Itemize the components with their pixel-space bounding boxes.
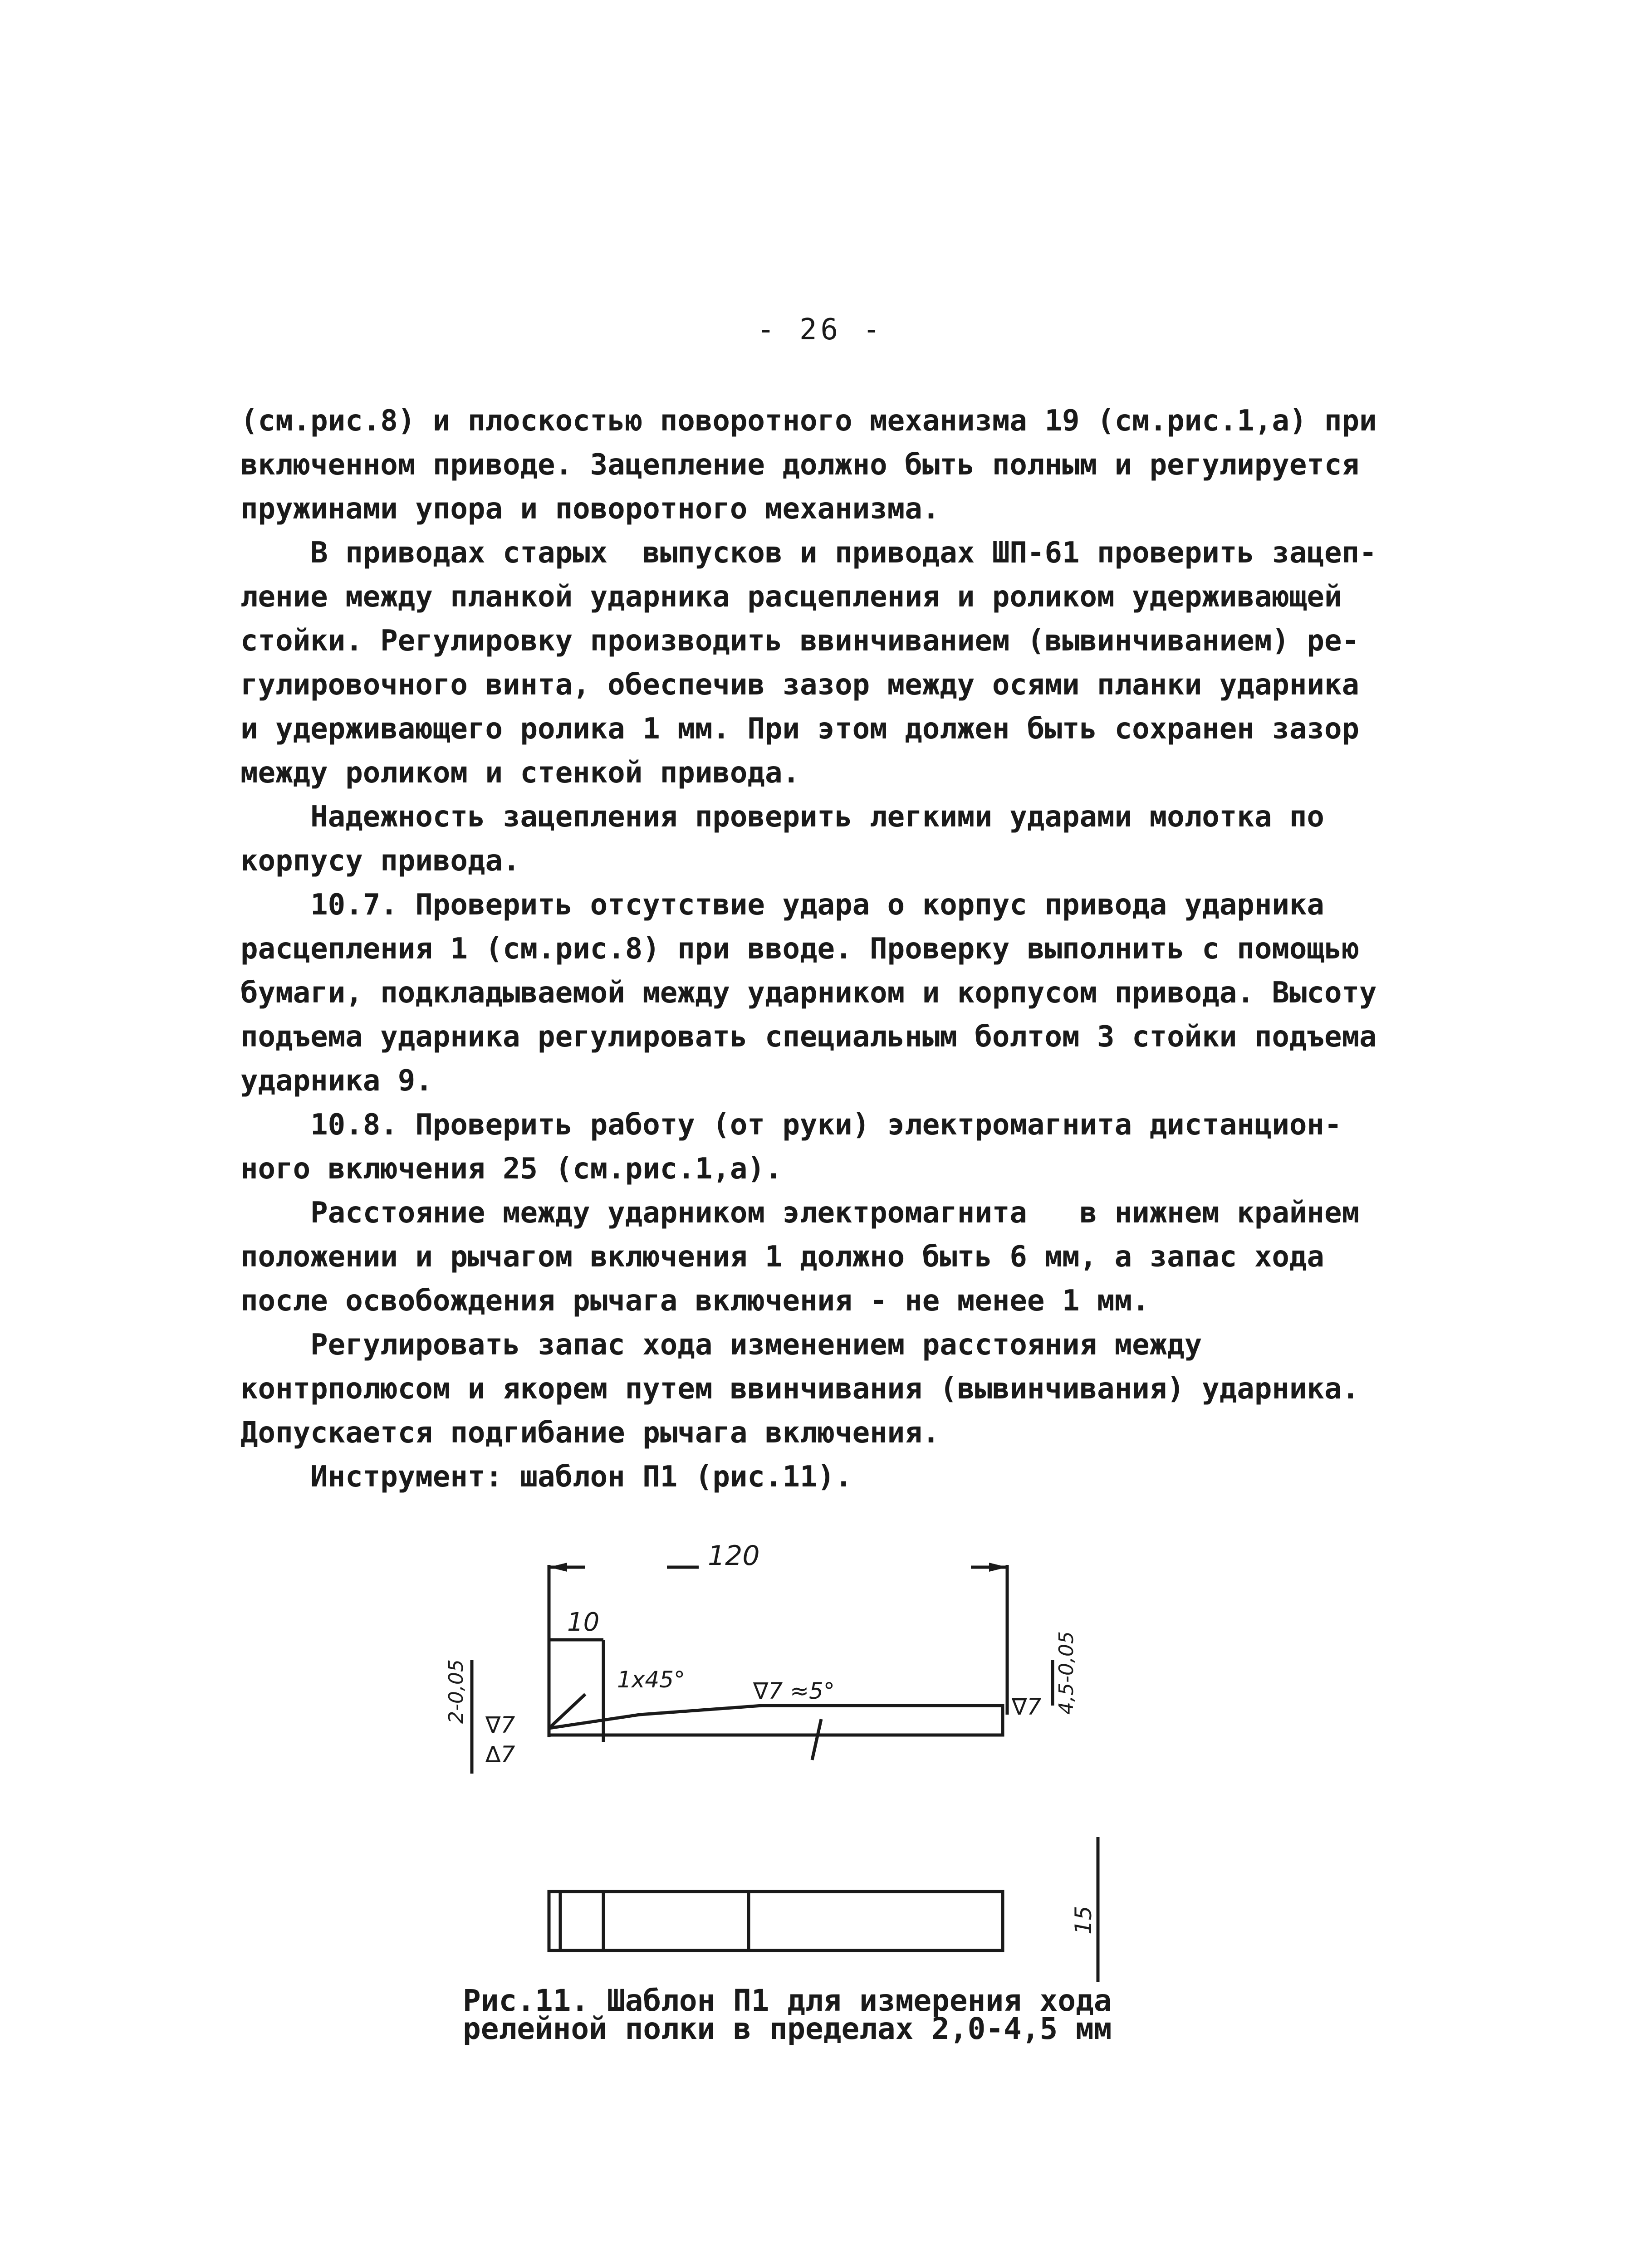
- arrow-head: [549, 1563, 567, 1572]
- text-line: ударника 9.: [240, 1064, 433, 1098]
- text-line: (см.рис.8) и плоскостью поворотного механизма 19 (см.рис.1,a) при: [240, 404, 1377, 438]
- text-line: корпусу привода.: [240, 844, 520, 878]
- text-line: пружинами упора и поворотного механизма.: [240, 492, 940, 526]
- text-line: подъема ударника регулировать специальным болтом 3 стойки подъема: [240, 1020, 1377, 1054]
- angle-label: ∇7 ≈5°: [753, 1678, 835, 1704]
- text-line: гулировочного винта, обеспечив зазор между осями планки ударника: [240, 668, 1359, 702]
- text-line: 10.7. Проверить отсутствие удара о корпус привода ударника: [240, 888, 1324, 922]
- text-line: и удерживающего ролика 1 мм. При этом должен быть сохранен зазор: [240, 712, 1359, 746]
- text-line: стойки. Регулировку производить ввинчиванием (вывинчиванием) ре-: [240, 624, 1359, 658]
- body-text: [240, 399, 1420, 1499]
- text-line: расцепления 1 (см.рис.8) при вводе. Проверку выполнить с помощью: [240, 932, 1359, 966]
- text-line: 10.8. Проверить работу (от руки) электромагнита дистанцион-: [240, 1108, 1342, 1142]
- finish-label-left-top: ∇7: [485, 1712, 515, 1738]
- template-side-view: [549, 1706, 1003, 1735]
- template-top-view: [549, 1892, 1003, 1950]
- text-line: Надежность зацепления проверить легкими ударами молотка по: [240, 800, 1324, 834]
- figure-caption: [463, 1983, 1143, 2046]
- arrow-head: [989, 1563, 1007, 1572]
- dimension-label-height-right: 4,5-0,05: [1055, 1631, 1078, 1715]
- template-drawing: [436, 1524, 1134, 1987]
- text-line: положении и рычагом включения 1 должно быть 6 мм, а запас хода: [240, 1240, 1324, 1274]
- chamfer-label: 1x45°: [617, 1667, 686, 1693]
- text-line: ление между планкой ударника расцепления и роликом удерживающей: [240, 580, 1342, 614]
- dimension-label-width: 15: [1070, 1906, 1097, 1935]
- text-line: Расстояние между ударником электромагнита в нижнем крайнем: [240, 1196, 1359, 1230]
- text-line: Регулировать запас хода изменением расстояния между: [240, 1328, 1202, 1362]
- angle-leader: [812, 1719, 821, 1760]
- text-line: после освобождения рычага включения - не менее 1 мм.: [240, 1284, 1150, 1318]
- dimension-label-length: 120: [708, 1540, 760, 1572]
- finish-label-left-bottom: ∆7: [485, 1741, 515, 1768]
- text-line: включенном приводе. Зацепление должно быть полным и регулируется: [240, 448, 1359, 482]
- text-line: контрполюсом и якорем путем ввинчивания (вывинчивания) ударника.: [240, 1372, 1359, 1406]
- text-line: бумаги, подкладываемой между ударником и корпусом привода. Высоту: [240, 976, 1377, 1010]
- dimension-label-height-left: 2-0,05: [445, 1659, 468, 1724]
- dimension-label-offset: 10: [567, 1608, 600, 1637]
- caption-line: Рис.11. Шаблон П1 для измерения хода: [463, 1983, 1112, 2018]
- text-line: ного включения 25 (см.рис.1,a).: [240, 1152, 783, 1186]
- page-number: - 26 -: [757, 313, 884, 347]
- text-line: Допускается подгибание рычага включения.: [240, 1416, 940, 1450]
- text-line: Инструмент: шаблон П1 (рис.11).: [240, 1460, 852, 1494]
- caption-line: релейной полки в пределах 2,0-4,5 мм: [463, 2011, 1112, 2046]
- text-line: В приводах старых выпусков и приводах ШП-61 проверить зацеп-: [240, 536, 1377, 570]
- text-line: между роликом и стенкой привода.: [240, 756, 800, 790]
- finish-label-right: ∇7: [1012, 1694, 1042, 1720]
